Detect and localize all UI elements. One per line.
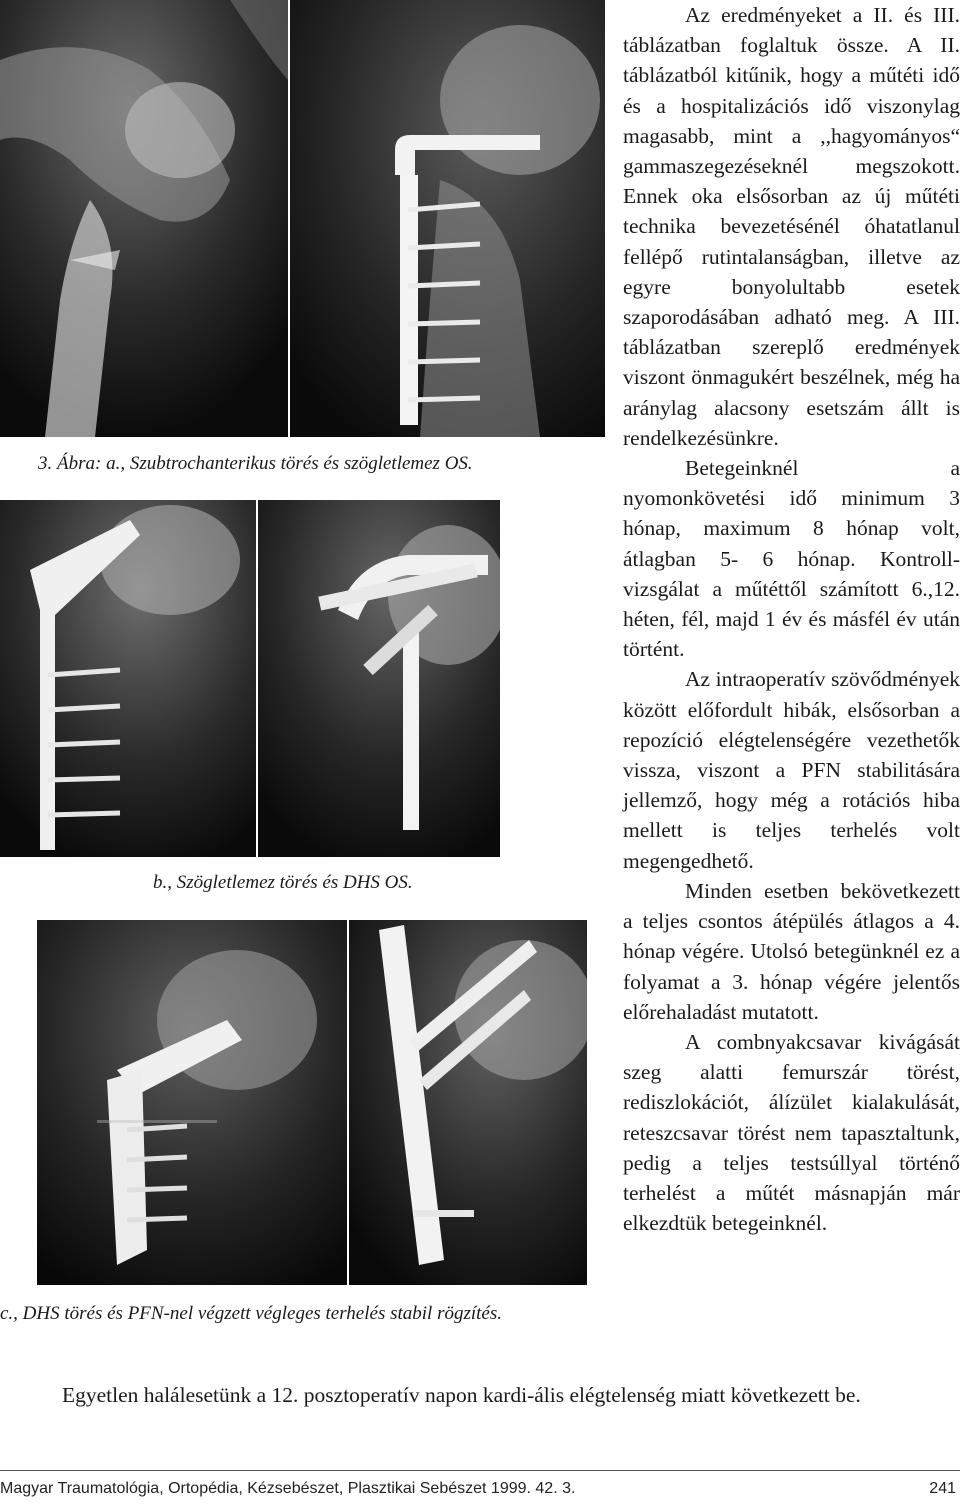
xray-panel-b-right — [258, 500, 500, 857]
xray-panel-b-left — [0, 500, 256, 857]
xray-panel-a-left — [0, 0, 288, 437]
page-number: 241 — [929, 1480, 956, 1497]
figure-caption-c: c., DHS törés és PFN-nel végzett végleges terhelés stabil rögzítés. — [0, 1303, 502, 1324]
paragraph-healing: Minden esetben bekövetkezett a teljes csontos átépülés átlagos a 4. hónap végére. Utolsó betegünknél ez a folyamat a 3. hónap végére jelentős előrehaladást mutatott. — [623, 878, 960, 1024]
xray-panel-a-right — [290, 0, 605, 437]
journal-citation: Magyar Traumatológia, Ortopédia, Kézsebészet, Plasztikai Sebészet 1999. 42. 3. — [0, 1480, 576, 1497]
page-footer — [0, 1480, 960, 1498]
paragraph-followup: Betegeinknél a nyomonkövetési idő minimum 3 hónap, maximum 8 hónap volt, átlagban 5- 6 hónap. Kontroll- vizsgálat a műtéttől számított 6.,12. héten, fél, majd 1 év és másfél év után történt. — [623, 456, 960, 662]
paragraph-complications: Az intraoperatív szövődmények között előfordult hibák, elsősorban a repozíció elégtelenségére vezethetők vissza, viszont a PFN stabilitására jellemző, hogy még a rotációs hiba mellett is teljes terhelés volt megengedhető. — [623, 667, 960, 873]
text-column — [623, 0, 960, 1238]
figure-caption-a: 3. Ábra: a., Szubtrochanterikus törés és szögletlemez OS. — [38, 453, 473, 474]
paragraph-results: Az eredményeket a II. és III. táblázatban foglaltuk össze. A II. táblázatból kitűnik, hogy a műtéti idő és a hospitalizációs idő viszonylag magasabb, mint a ,,hagyományos“ gammaszegezéseknél megszokott. Ennek oka elsősorban az új műtéti technika bevezetésénél óhatatlanul fellépő rutintalanságban, illetve az egyre bonyolultabb esetek szaporodásában adható meg. A III. táblázatban szereplő eredmények viszont önmagukért beszélnek, még ha aránylag alacsony esetszám állt is rendelkezésünkre. — [623, 3, 960, 450]
xray-panel-c-left — [37, 920, 347, 1285]
xray-panel-c-right — [349, 920, 587, 1285]
figure-caption-b: b., Szögletlemez törés és DHS OS. — [153, 872, 413, 893]
footer-divider — [0, 1470, 960, 1471]
paragraph-no-failures: A combnyakcsavar kivágását szeg alatti femurszár törést, rediszlokációt, álízület kialakulását, reteszcsavar törést nem tapasztaltunk, pedig a teljes testsúllyal történő terhelést a műtét másnapján már elkezdtük betegeinknél. — [623, 1029, 960, 1236]
paragraph-mortality: Egyetlen halálesetünk a 12. posztoperatív napon kardi-ális elégtelenség miatt következett be. — [62, 1383, 861, 1407]
